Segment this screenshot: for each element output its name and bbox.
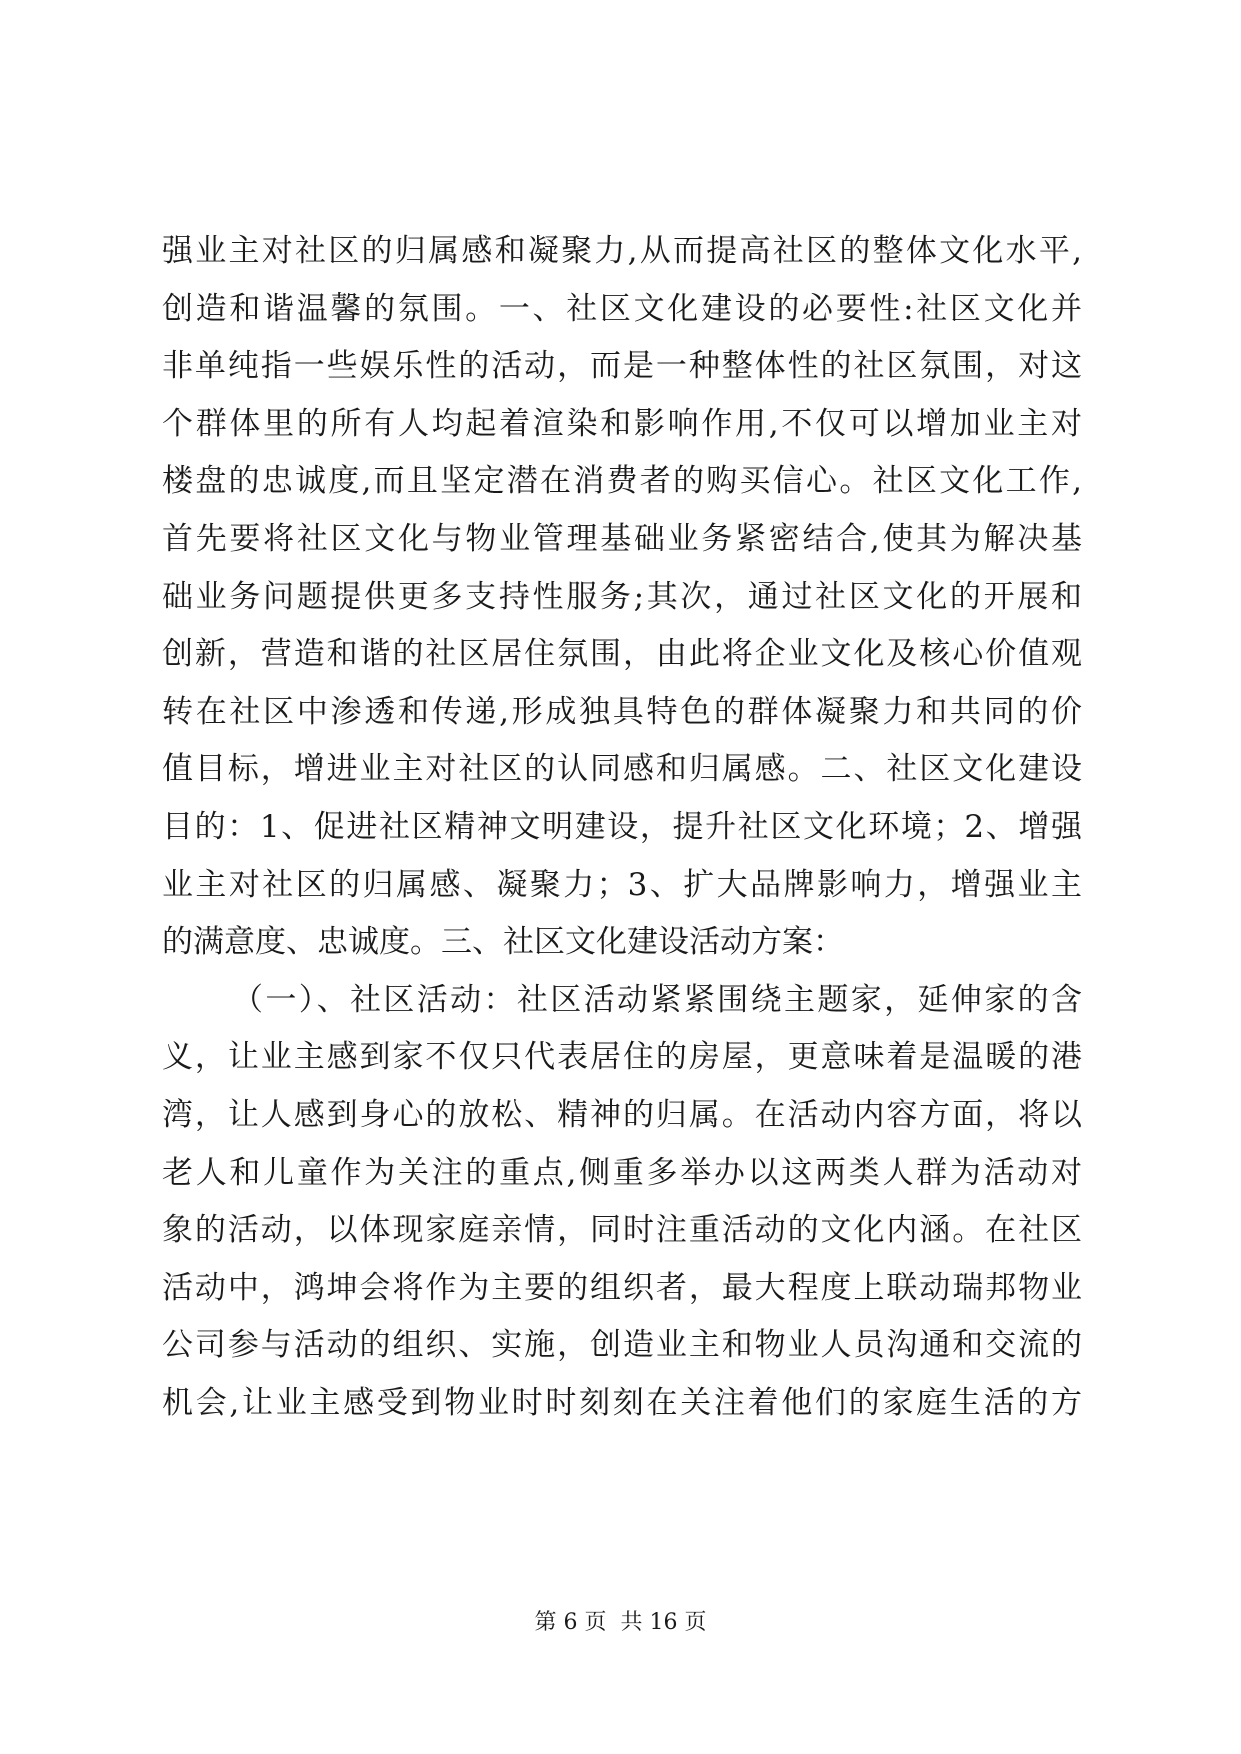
text-line: 非单纯指一些娱乐性的活动，而是一种整体性的社区氛围，对这 bbox=[162, 348, 1082, 385]
text-line: 楼盘的忠诚度,而且坚定潜在消费者的购买信心。社区文化工作, bbox=[162, 463, 1082, 500]
text-line: 义，让业主感到家不仅只代表居住的房屋，更意味着是温暖的港 bbox=[162, 1039, 1082, 1076]
text-line: 的满意度、忠诚度。三、社区文化建设活动方案： bbox=[162, 924, 844, 961]
text-line: 公司参与活动的组织、实施，创造业主和物业人员沟通和交流的 bbox=[162, 1327, 1082, 1364]
text-line: 个群体里的所有人均起着渲染和影响作用,不仅可以增加业主对 bbox=[162, 405, 1082, 442]
body-text bbox=[162, 223, 1082, 1432]
text-line: 活动中，鸿坤会将作为主要的组织者，最大程度上联动瑞邦物业 bbox=[162, 1269, 1082, 1306]
text-line: 创新，营造和谐的社区居住氛围，由此将企业文化及核心价值观 bbox=[162, 636, 1082, 673]
text-line: 目的：1、促进社区精神文明建设，提升社区文化环境；2、增强 bbox=[162, 808, 1082, 845]
page-number-label: 第 6 页 共 16 页 bbox=[534, 1610, 707, 1635]
text-line: 象的活动，以体现家庭亲情，同时注重活动的文化内涵。在社区 bbox=[162, 1212, 1082, 1249]
text-line: 转在社区中渗透和传递,形成独具特色的群体凝聚力和共同的价 bbox=[162, 693, 1082, 730]
text-line: 业主对社区的归属感、凝聚力；3、扩大品牌影响力，增强业主 bbox=[162, 866, 1082, 903]
text-line: 老人和儿童作为关注的重点,侧重多举办以这两类人群为活动对 bbox=[162, 1154, 1082, 1191]
text-line: 值目标，增进业主对社区的认同感和归属感。二、社区文化建设 bbox=[162, 751, 1082, 788]
text-line: 强业主对社区的归属感和凝聚力,从而提高社区的整体文化水平, bbox=[162, 233, 1082, 269]
page-footer bbox=[0, 1608, 1241, 1638]
text-line: 首先要将社区文化与物业管理基础业务紧密结合,使其为解决基 bbox=[162, 520, 1082, 557]
text-line: 湾，让人感到身心的放松、精神的归属。在活动内容方面，将以 bbox=[162, 1096, 1082, 1133]
text-line: 机会,让业主感受到物业时时刻刻在关注着他们的家庭生活的方 bbox=[162, 1384, 1082, 1421]
text-line: 础业务问题提供更多支持性服务;其次，通过社区文化的开展和 bbox=[162, 578, 1082, 615]
text-line-indented: （一）、社区活动：社区活动紧紧围绕主题家，延伸家的含 bbox=[232, 981, 1082, 1018]
text-line: 创造和谐温馨的氛围。一、社区文化建设的必要性:社区文化并 bbox=[162, 290, 1082, 327]
